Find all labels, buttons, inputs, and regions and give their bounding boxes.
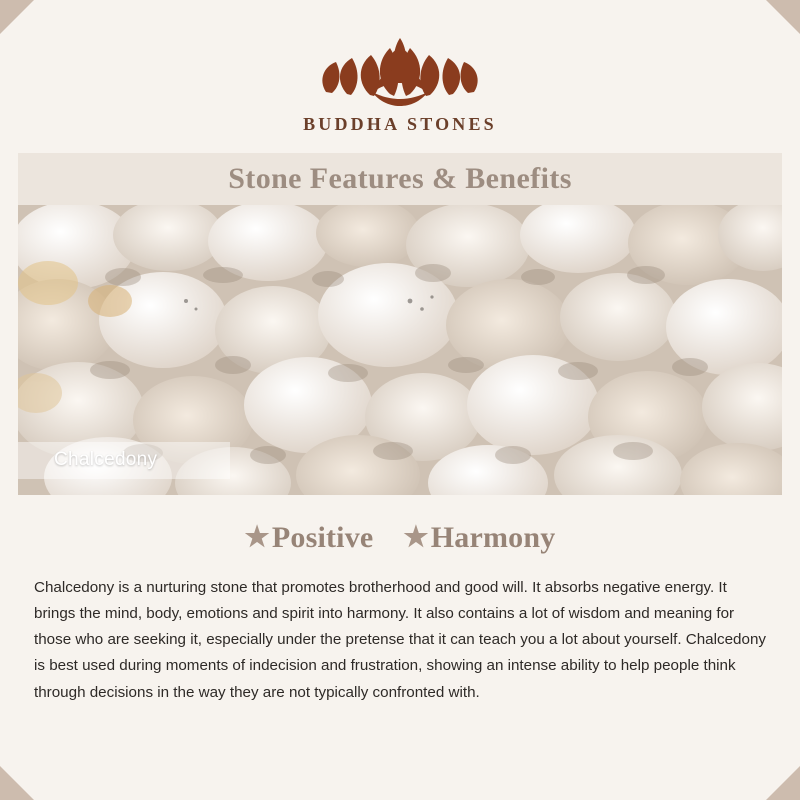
hero-image (18, 205, 782, 495)
star-icon: ★ (403, 522, 429, 553)
content-section (0, 495, 800, 706)
lotus-meditation-icon (314, 22, 486, 110)
brand-name: BUDDHA STONES (303, 114, 497, 134)
corner-decoration-bottom-right (766, 766, 800, 800)
star-icon: ★ (244, 522, 270, 553)
keyword-label: Positive (271, 521, 374, 554)
page-title: Stone Features & Benefits (228, 162, 572, 195)
brand-header (0, 0, 800, 135)
keyword-list (34, 521, 766, 555)
keyword-label: Harmony (430, 521, 556, 554)
stone-description: Chalcedony is a nurturing stone that promotes brotherhood and good will. It absorbs negative energy. It brings the mind, body, emotions and spirit into harmony. It also contains a lot of wisdom and meaning for those who are seeking it, especially under the pretense that it can teach you a lot about yourself. Chalcedony is best used during moments of indecision and frustration, showing an intense ability to help people think through decisions in the way they are not typically confronted with. (34, 579, 766, 701)
keyword-item (245, 521, 374, 555)
corner-decoration-top-right (766, 0, 800, 34)
corner-decoration-bottom-left (0, 766, 34, 800)
keyword-item (403, 521, 555, 555)
hero-caption: Chalcedony (18, 442, 230, 479)
corner-decoration-top-left (0, 0, 34, 34)
section-title-band (0, 153, 800, 205)
